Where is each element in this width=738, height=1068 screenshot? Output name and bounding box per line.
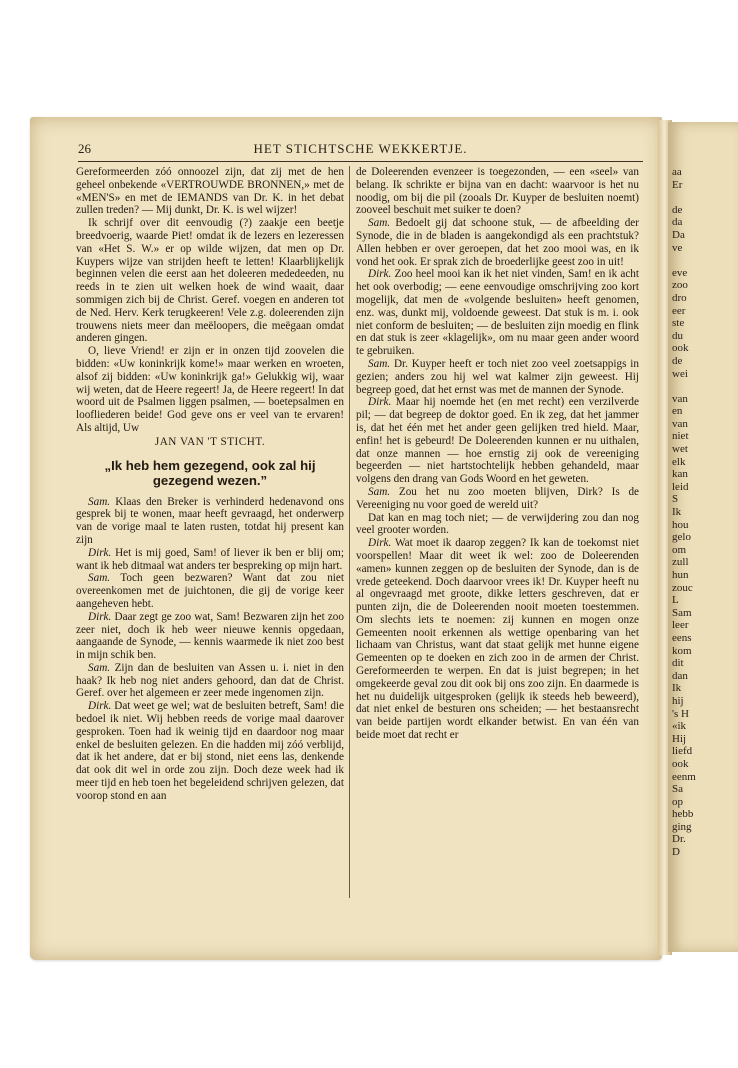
intro-paragraph: Ik schrijf over dit eenvoudig (?) zaakje een beetje breedvoerig, waarde Piet! omdat ik de lezers en lezeressen van «Het S. W.» er op wilde wijzen, dat men op Dr. Kuypers wijze van strijden heeft te letten! Klaarblijkelijk beginnen velen die eerst aan het doleeren mededeeden, nu reeds in te zien uit welken hoek de wind waait, daar sommigen zich bij de Christ. Geref. voegen en anderen tot de Ned. Herv. Kerk terugkeeren! Vele z.g. doleerenden zijn trouwens niets meer dan meëloopers, die meëgaan omdat anderen gingen. (76, 217, 344, 345)
next-page-fragment: leer (672, 619, 689, 632)
next-page-fragment: D (672, 846, 680, 859)
dialogue-paragraph (76, 572, 344, 610)
next-page-fragment: hij (672, 694, 684, 707)
next-page-fragment: eve (672, 266, 688, 279)
dialogue-paragraph (76, 547, 344, 573)
column-divider (349, 166, 350, 898)
next-page-fragment: hebb (672, 808, 694, 821)
next-page-fragment: kan (672, 468, 688, 481)
next-page-fragment: dit (672, 657, 684, 670)
running-title: HET STICHTSCHE WEKKERTJE. (253, 141, 468, 156)
page-header (78, 139, 643, 157)
dialogue-paragraph (356, 217, 639, 268)
letter-signature: JAN VAN 'T STICHT. (154, 435, 266, 448)
speaker-name: Sam. (88, 572, 111, 585)
right-column (356, 166, 639, 901)
next-page-fragment: eenm (672, 770, 696, 783)
dialogue-paragraph (356, 358, 639, 396)
next-page-fragment: op (672, 795, 683, 808)
next-page-fragment: niet (672, 430, 689, 443)
dialogue-text: Toch geen bezwaren? Want dat zou niet overeenkomen met de juichtonen, die gij de vorige keer aangeheven hebt. (76, 572, 344, 610)
dialogue-text: Zoo heel mooi kan ik het niet vinden, Sam! en ik acht het ook overbodig; — eene eenvoudige omschrijving zoo kort mogelijk, dat men de «volgende besluiten» heeft genomen, enz. was, dunkt mij, voldoende geweest. Dat stuk is m. i. ook niet conform de besluiten; — de besluiten zijn moedig en flink en dat stuk is zeer «klagelijk», om nu maar geen ander woord te gebruiken. (356, 268, 639, 358)
next-page-fragment: van (672, 417, 688, 430)
next-page-fragment: ve (672, 241, 683, 254)
next-page-fragment: eer (672, 304, 686, 317)
next-page-fragment: om (672, 543, 687, 556)
dialogue-paragraph (356, 537, 639, 742)
speaker-name: Sam. (368, 357, 391, 370)
next-page-fragment: leid (672, 480, 689, 493)
dialogue-text: Wat moet ik daarop zeggen? Ik kan de toekomst niet voorspellen! Maar dit weet ik wel: zoo de Doleerenden «amen» kunnen zeggen op de besluiten der Synode, dan is de vrede geteekend. Doch daarvoor vrees ik! Dr. Kuyper heeft nu al ongevraagd met groote, dikke letters geschreven, dat er punten zijn, die de Doleerenden nooit moeten toestemmen. Om slechts iets te noemen: zij kunnen en mogen onze Gemeenten nooit erkennen als wettige openbaring van het lichaam van Christus, want dat staat gelijk met hunne eigene Gemeenten op te doeken en zich zoo in de armen der Christ. Gereformeerden te werpen. En dat is juist begrepen; in het omgekeerde geval zou dit ook bij ons zoo zijn. En daarmede is het nu duidelijk uitgesproken (gelijk ik steeds heb beweerd), dat niet enkel de besturen ons scheiden; — het bestaansrecht van beide partijen wordt elkander betwist. En van één van beide moet dat recht er (356, 537, 639, 742)
next-page-fragment: Dr. (672, 833, 686, 846)
next-page-fragment: «ik (672, 720, 687, 733)
dialogue-paragraph (76, 662, 344, 700)
next-page-fragment: Sam (672, 606, 692, 619)
next-page-fragment: gelo (672, 531, 691, 544)
next-page-fragment: 's H (672, 707, 689, 720)
next-page-fragment: du (672, 329, 683, 342)
speaker-name: Dirk. (88, 700, 112, 713)
intro-paragraph: Gereformeerden zóó onnoozel zijn, dat zij met de hen geheel onbekende «VERTROUWDE BRONNEN,» met de «MEN'S» en met de IEMANDS van Dr. K. in het debat zullen treden? — Mij dunkt, Dr. K. is wel wijzer! (76, 166, 344, 217)
next-page-fragment: dan (672, 669, 688, 682)
dialogue-paragraph (356, 396, 639, 486)
dialogue-paragraph (356, 166, 639, 217)
next-page-fragment: ook (672, 757, 689, 770)
next-page-fragment: liefd (672, 745, 693, 758)
next-page-fragment: aa (672, 166, 682, 178)
speaker-name: Sam. (88, 495, 111, 508)
next-page-fragment: Ik (672, 506, 682, 519)
dialogue-text: Maar hij noemde het (en met recht) een verzilverde pil; — dat begreep de doktor goed. En ik zeg, dat het jammer is, dat het één met het ander geen gelijken tred hield. Maar, enfin! het is gebeurd! De Doleerenden kunnen er nu uithalen, dat onze mannen — hoe ernstig zij ook de vereeniging begeerden — niet hartstochtelijk hebben gehandeld, maar volgens den drang van Gods Woord en het geweten. (356, 396, 639, 486)
page-number: 26 (78, 141, 91, 156)
next-page-fragment: ook (672, 342, 689, 355)
next-page-fragment: de (672, 203, 683, 216)
next-page-fragment: Da (672, 228, 685, 241)
next-page-fragment: Sa (672, 783, 683, 796)
dialogue-paragraph (356, 486, 639, 512)
next-page-fragment: dro (672, 291, 687, 304)
speaker-name: Dirk. (368, 268, 392, 281)
dialogue-text: de Doleerenden evenzeer is toegezonden, — een «seel» van belang. Ik schrikte er bijna van en dacht: waarvoor is het nu noodig, om bij die pil (zooals Dr. Kuyper de besluiten noemt) zooveel beschuit met suiker te doen? (356, 166, 639, 217)
dialogue-text: Zou het nu zoo moeten blijven, Dirk? Is de Vereeniging nu voor goed de wereld uit? (356, 485, 639, 511)
dialogue-text: Bedoelt gij dat schoone stuk, — de afbeelding der Synode, die in de bladen is aangekondigd als een prachtstuk? Allen hebben er over geroepen, dat het zoo mooi was, en ik vond het ook. Er sprak zich de broederlijke geest zoo in uit! (356, 217, 639, 268)
next-page-fragment: van (672, 392, 688, 405)
next-page-fragment: Hij (672, 732, 687, 745)
dialogue-paragraph (356, 512, 639, 538)
next-page-fragment: wei (672, 367, 688, 380)
speaker-name: Dirk. (88, 546, 112, 559)
speaker-name: Sam. (368, 485, 391, 498)
next-page-fragment: kom (672, 644, 692, 657)
dialogue-text: Dat kan en mag toch niet; — de verwijdering zou dan nog veel grooter worden. (356, 511, 639, 537)
next-page-fragment (672, 191, 696, 204)
next-page-fragment: L (672, 594, 679, 607)
next-page-fragment: de (672, 354, 683, 367)
dialogue-paragraph (356, 268, 639, 358)
dialogue-list (76, 496, 344, 803)
next-page-fragment: zouc (672, 581, 693, 594)
dialogue-list (356, 166, 639, 742)
next-page-fragment: wet (672, 443, 688, 456)
next-page-fragment: da (672, 216, 683, 229)
article-heading: „Ik heb hem gezegend, ook zal hij gezegend wezen.” (104, 457, 316, 488)
dialogue-paragraph (76, 496, 344, 547)
dialogue-text: Dr. Kuyper heeft er toch niet zoo veel zoetsappigs in gezien; anders zou hij wel wat kalmer zijn geweest. Hij begreep goed, dat het ernst was met de mannen der Synode. (356, 357, 639, 396)
dialogue-text: Zijn dan de besluiten van Assen u. i. niet in den haak? Ik heb nog niet anders gehoord, dan dat de Christ. Geref. over het algemeen er zeer mede ingenomen zijn. (76, 661, 344, 700)
speaker-name: Sam. (88, 661, 111, 674)
next-page-text-fragments (672, 166, 696, 859)
next-page-fragment (672, 254, 696, 267)
next-page-edge (668, 122, 738, 952)
speaker-name: Dirk. (88, 610, 112, 623)
dialogue-text: Dat weet ge wel; wat de besluiten betreft, Sam! die bedoel ik niet. Wij hebben reeds de vorige maal daarover gesproken. Toen had ik weinig tijd en daardoor nog maar enkel de besluiten gelezen. En die hadden mij zóó verblijd, dat ik het andere, dat er bij stond, niet eens las, denkende dat ook dit wel in orde zou zijn. Doch deze week had ik meer tijd en heb toen het begeleidend schrijven gelezen, dat voorop stond en aan (76, 700, 344, 802)
next-page-fragment: Ik (672, 682, 682, 695)
next-page-fragment: eens (672, 631, 692, 644)
intro-paragraph: O, lieve Vriend! er zijn er in onzen tijd zoovelen die bidden: «Uw koninkrijk kome!» maar werken en wroeten, alsof zij bidden: «Uw koninkrijk ga!» Gelukkig wij, waar wij weten, dat de Heere regeert! Ja, de Heere regeert! In dat woord uit de Psalmen liggen psalmen, — boetepsalmen en loofliederen beide! God geve ons er veel van te ervaren! Als altijd, Uw (76, 345, 344, 434)
left-column (76, 166, 344, 901)
next-page-fragment: ging (672, 820, 692, 833)
next-page-fragment (672, 380, 696, 393)
header-rule (78, 161, 643, 162)
dialogue-paragraph (76, 611, 344, 662)
next-page-fragment: Er (672, 178, 683, 191)
next-page-fragment: zoo (672, 279, 688, 292)
next-page-fragment: elk (672, 455, 686, 468)
next-page-fragment: S (672, 493, 679, 506)
dialogue-paragraph (76, 700, 344, 802)
speaker-name: Dirk. (368, 396, 392, 409)
next-page-fragment: hou (672, 518, 689, 531)
next-page-fragment: zull (672, 556, 689, 569)
next-page-fragment: en (672, 405, 683, 418)
speaker-name: Sam. (368, 217, 391, 230)
dialogue-text: Het is mij goed, Sam! of liever ik ben er blij om; want ik heb ditmaal wat anders ter bespreking op mijn hart. (76, 546, 344, 572)
dialogue-text: Klaas den Breker is verhinderd hedenavond ons gesprek bij te wonen, maar heeft gevraagd, het onderwerp van de vorige maal te laten rusten, totdat hij present kan zijn (76, 495, 344, 546)
speaker-name: Dirk. (368, 537, 392, 550)
next-page-fragment: ste (672, 317, 685, 330)
dialogue-text: Daar zegt ge zoo wat, Sam! Bezwaren zijn het zoo zeer niet, doch ik heb weer nieuwe kennis opgedaan, aangaande de Synode, — kennis waarmede ik niet zoo best in mijn schik ben. (76, 610, 344, 662)
next-page-fragment: hun (672, 569, 689, 581)
